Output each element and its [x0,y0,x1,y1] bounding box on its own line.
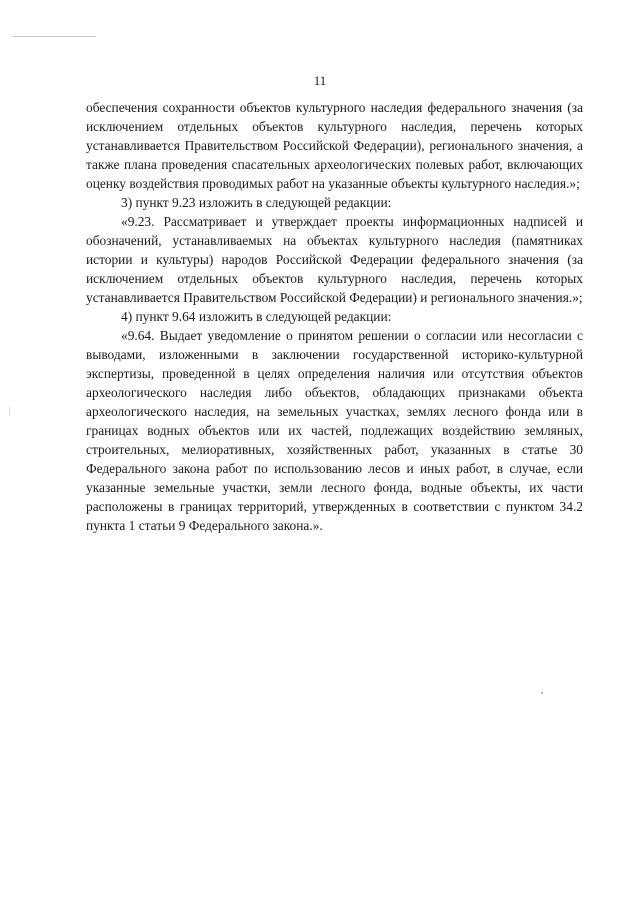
scan-speck [541,692,543,694]
document-body [86,98,583,535]
page-number: 11 [313,73,327,88]
paragraph-clause-9-64: «9.64. Выдает уведомление о принятом решении о согласии или несогласии с выводами, изложенными в заключении государственной историко-культурной экспертизы, проведенной в целях определения наличия или отсутствия объектов археологического наследия либо объектов, обладающих признаками объекта археологического наследия, на земельных участках, землях лесного фонда или в границах водных объектов или их частей, подлежащих воздействию земляных, строительных, мелиоративных, хозяйственных работ, указанных в статье 30 Федерального закона работ по использованию лесов и иных работ, в случае, если указанные земельные участки, земли лесного фонда, водные объекты, их части расположены в границах территорий, утвержденных в соответствии с пунктом 34.2 пункта 1 статьи 9 Федерального закона.». [86,328,583,533]
paragraph-continuation: обеспечения сохранности объектов культурного наследия федерального значения (за исключением отдельных объектов культурного наследия, перечень которых устанавливается Правительством Российской Федерации), регионального значения, а также плана проведения спасательных археологических полевых работ, включающих оценку воздействия проводимых работ на указанные объекты культурного наследия.»; [86,100,583,191]
scan-edge-mark [12,36,96,37]
paragraph-item-4: 4) пункт 9.64 изложить в следующей редакции: [121,309,392,324]
paragraph-clause-9-23: «9.23. Рассматривает и утверждает проекты информационных надписей и обозначений, устанавливаемых на объектах культурного наследия (памятниках истории и культуры) народов Российской Федерации федерального значения (за исключением отдельных объектов культурного наследия, перечень которых устанавливается Правительством Российской Федерации) и регионального значения.»; [86,214,583,305]
scan-speck [9,406,10,416]
paragraph-item-3: 3) пункт 9.23 изложить в следующей редакции: [121,195,392,210]
